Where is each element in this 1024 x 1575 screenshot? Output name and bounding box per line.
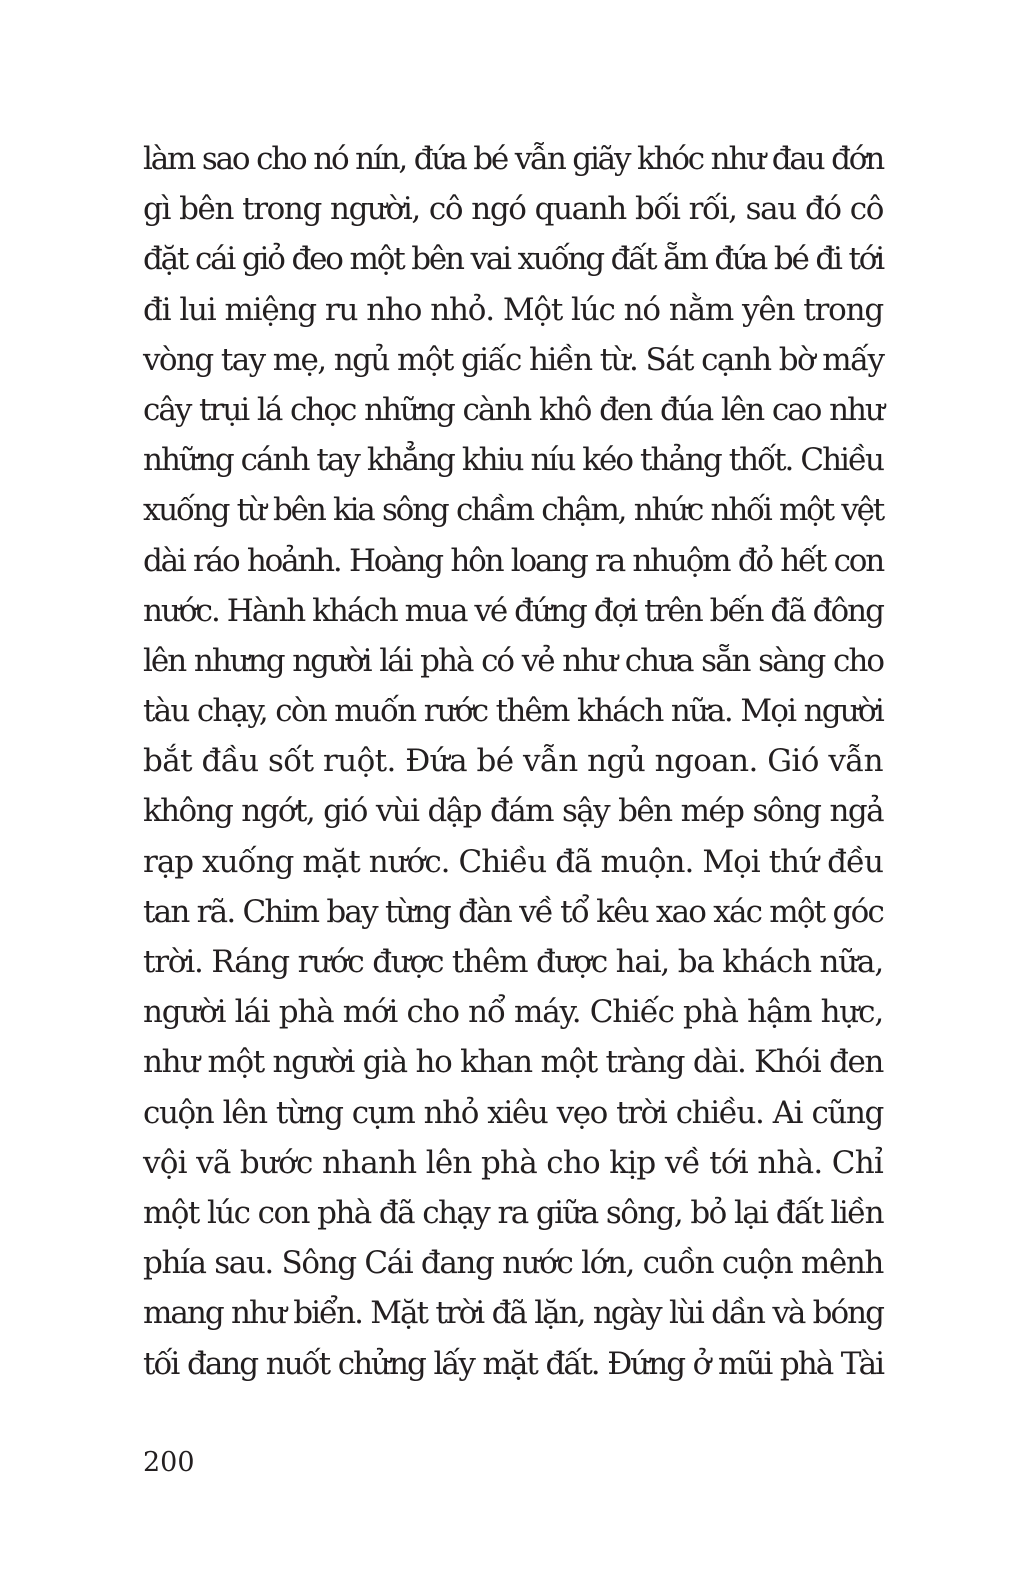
text-line: tàu chạy, còn muốn rước thêm khách nữa. Mọi người: [143, 693, 883, 730]
text-line: nước. Hành khách mua vé đứng đợi trên bến đã đông: [143, 592, 883, 629]
text-line: như một người già ho khan một tràng dài. Khói đen: [143, 1044, 883, 1081]
text-line: cuộn lên từng cụm nhỏ xiêu vẹo trời chiều. Ai cũng: [143, 1094, 883, 1131]
text-line: làm sao cho nó nín, đứa bé vẫn giãy khóc như đau đớn: [143, 141, 883, 177]
body-text: [143, 134, 883, 1389]
text-line: tan rã. Chim bay từng đàn về tổ kêu xao xác một góc: [143, 893, 883, 930]
text-line: những cánh tay khẳng khiu níu kéo thảng thốt. Chiều: [143, 442, 883, 479]
text-line: mang như biển. Mặt trời đã lặn, ngày lùi dần và bóng: [143, 1295, 883, 1332]
text-line: người lái phà mới cho nổ máy. Chiếc phà hậm hực,: [143, 994, 883, 1031]
text-line: rạp xuống mặt nước. Chiều đã muộn. Mọi thứ đều: [143, 843, 883, 880]
text-line: tối đang nuốt chửng lấy mặt đất. Đứng ở mũi phà Tài: [143, 1345, 883, 1382]
text-line: cây trụi lá chọc những cành khô đen đúa lên cao như: [143, 391, 883, 428]
text-line: xuống từ bên kia sông chầm chậm, nhức nhối một vệt: [143, 492, 883, 529]
page-number: 200: [143, 1447, 195, 1478]
text-line: bắt đầu sốt ruột. Đứa bé vẫn ngủ ngoan. Gió vẫn: [143, 743, 883, 780]
text-line: vòng tay mẹ, ngủ một giấc hiền từ. Sát cạnh bờ mấy: [143, 341, 884, 378]
text-line: một lúc con phà đã chạy ra giữa sông, bỏ lại đất liền: [143, 1194, 883, 1231]
text-line: gì bên trong người, cô ngó quanh bối rối, sau đó cô: [143, 191, 883, 228]
text-line: không ngớt, gió vùi dập đám sậy bên mép sông ngả: [143, 793, 883, 830]
text-line: trời. Ráng rước được thêm được hai, ba khách nữa,: [143, 944, 883, 980]
text-line: đặt cái giỏ đeo một bên vai xuống đất ẵm đứa bé đi tới: [143, 241, 883, 278]
text-line: phía sau. Sông Cái đang nước lớn, cuồn cuộn mênh: [143, 1245, 883, 1282]
text-line: dài ráo hoảnh. Hoàng hôn loang ra nhuộm đỏ hết con: [143, 542, 883, 579]
text-line: lên nhưng người lái phà có vẻ như chưa sẵn sàng cho: [143, 642, 883, 679]
text-line: đi lui miệng ru nho nhỏ. Một lúc nó nằm yên trong: [143, 291, 883, 328]
text-line: vội vã bước nhanh lên phà cho kịp về tới nhà. Chỉ: [143, 1144, 883, 1181]
